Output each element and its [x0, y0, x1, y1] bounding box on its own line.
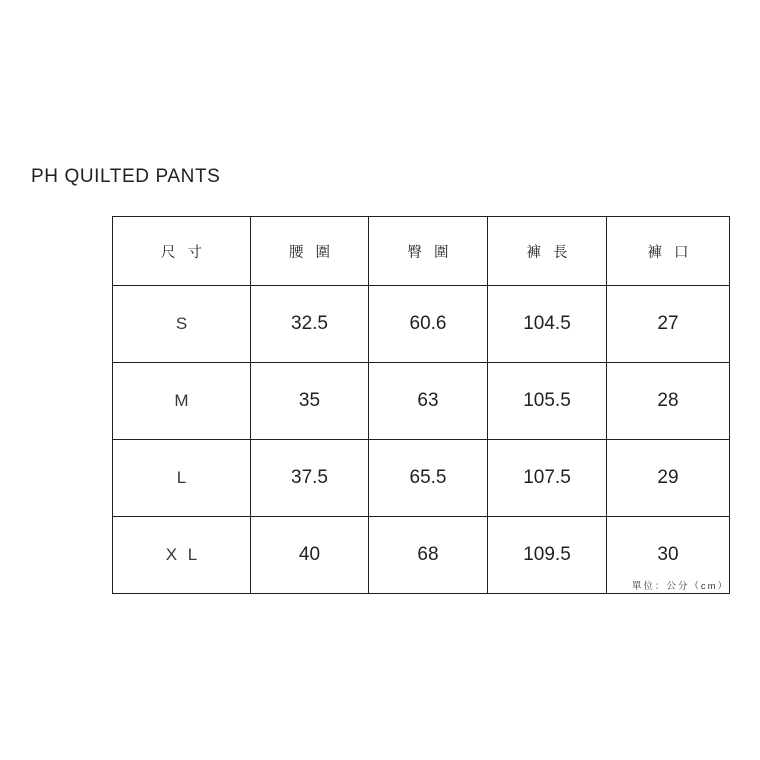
cell-m-waist: 35 — [251, 363, 369, 440]
cell-m-hip: 63 — [369, 363, 488, 440]
cell-xl-cuff: 30 — [607, 517, 730, 594]
column-header-cuff: 褲 口 — [607, 217, 730, 286]
cell-xl-waist: 40 — [251, 517, 369, 594]
size-chart-table — [112, 216, 730, 594]
column-header-size: 尺 寸 — [113, 217, 251, 286]
cell-s-length: 104.5 — [488, 286, 607, 363]
cell-xl-hip: 68 — [369, 517, 488, 594]
cell-l-waist: 37.5 — [251, 440, 369, 517]
cell-l-hip: 65.5 — [369, 440, 488, 517]
cell-l-length: 107.5 — [488, 440, 607, 517]
table-header — [113, 217, 730, 286]
table-row — [113, 440, 730, 517]
page-title: PH QUILTED PANTS — [31, 166, 221, 187]
table-row — [113, 363, 730, 440]
cell-s-cuff: 27 — [607, 286, 730, 363]
row-label-s: S — [113, 286, 251, 363]
cell-m-cuff: 28 — [607, 363, 730, 440]
row-label-xl: X L — [113, 517, 251, 594]
column-header-waist: 腰 圍 — [251, 217, 369, 286]
cell-m-length: 105.5 — [488, 363, 607, 440]
cell-s-waist: 32.5 — [251, 286, 369, 363]
row-label-l: L — [113, 440, 251, 517]
table-body — [113, 286, 730, 594]
cell-l-cuff: 29 — [607, 440, 730, 517]
cell-xl-length: 109.5 — [488, 517, 607, 594]
row-label-m: M — [113, 363, 251, 440]
column-header-hip: 臀 圍 — [369, 217, 488, 286]
cell-s-hip: 60.6 — [369, 286, 488, 363]
table-header-row — [113, 217, 730, 286]
unit-note: 單位：公分（cm） — [631, 581, 729, 592]
column-header-length: 褲 長 — [488, 217, 607, 286]
table-row — [113, 286, 730, 363]
